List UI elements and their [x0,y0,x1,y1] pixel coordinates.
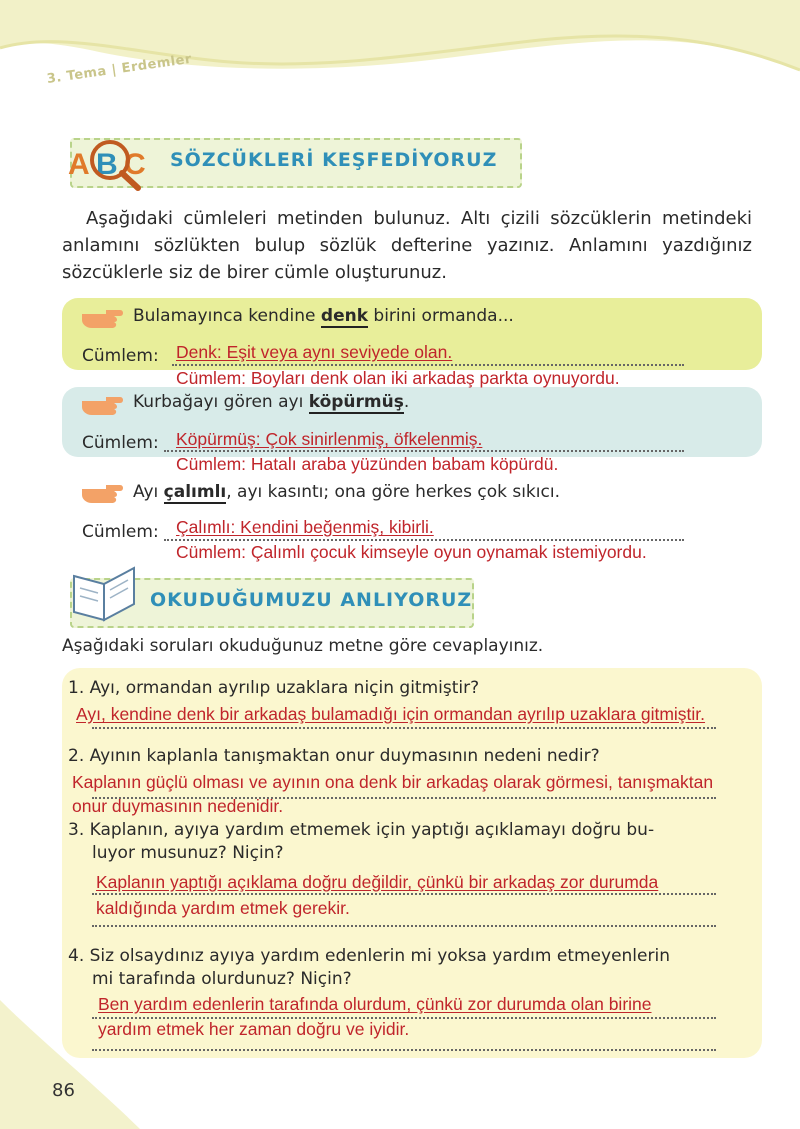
section-title-2: OKUDUĞUMUZU ANLIYORUZ [150,589,473,611]
question-3-line-1: 3. Kaplanın, ayıya yardım etmemek için yaptığı açıklamayı doğru bu- [68,820,655,840]
answer-3-line-b [92,925,716,927]
answer-2-line-2: onur duymasının nedenidir. [72,796,284,816]
svg-text:B: B [96,148,118,181]
answer-3-line-1: Kaplanın yaptığı açıklama doğru değildir, çünkü bir arkadaş zor durumda [96,872,659,892]
question-1: 1. Ayı, ormandan ayrılıp uzaklara niçin gitmiştir? [68,678,480,698]
item-1-sentence: Cümlem: Boyları denk olan iki arkadaş parkta oynuyordu. [176,368,620,388]
answer-1-line [92,727,716,729]
answer-4-line-1: Ben yardım edenlerin tarafında olurdum, çünkü zor durumda olan birine [98,994,652,1014]
answer-2-line-1: Kaplanın güçlü olması ve ayının ona denk bir arkadaş olarak görmesi, tanışmaktan [72,772,714,792]
item-3-cumlem-label: Cümlem: [82,522,159,542]
answer-1: Ayı, kendine denk bir arkadaş bulamadığı için ormandan ayrılıp uzaklara gitmiştir. [76,704,706,724]
answer-4-line-b [92,1049,716,1051]
pointing-hand-icon [80,306,126,332]
item-2-answer-line [164,450,684,452]
answer-3-line-a [92,893,716,895]
item-1-cumlem-label: Cümlem: [82,346,159,366]
open-book-icon [68,562,144,624]
intro-paragraph: Aşağıdaki cümleleri metinden bulunuz. Altı çizili sözcüklerin metindeki anlamını sözlükten bulup sözlük defterine yazınız. Anlamını yazdığınız sözcüklerle siz de birer cümle oluşturunuz. [62,208,752,283]
svg-text:A: A [68,148,90,181]
instructions: Aşağıdaki soruları okuduğunuz metne göre cevaplayınız. [62,636,544,656]
item-1-answer-line [172,364,684,366]
item-3-answer-line [164,539,684,541]
svg-text:C: C [124,148,146,181]
item-3-text: Ayı çalımlı, ayı kasıntı; ona göre herkes çok sıkıcı. [133,482,560,502]
item-3-sentence: Cümlem: Çalımlı çocuk kimseyle oyun oynamak istemiyordu. [176,542,647,562]
question-3-line-2: luyor musunuz? Niçin? [92,843,284,863]
item-2-cumlem-label: Cümlem: [82,433,159,453]
question-4-line-2: mi tarafında olurdunuz? Niçin? [92,969,352,989]
item-3-meaning: Çalımlı: Kendini beğenmiş, kibirli. [176,517,434,537]
item-2-sentence: Cümlem: Hatalı araba yüzünden babam köpürdü. [176,454,559,474]
pointing-hand-icon [80,393,126,419]
pointing-hand-icon [80,481,126,507]
answer-4-line-2: yardım etmek her zaman doğru ve iyidir. [98,1019,410,1039]
theme-label: 3. Tema | Erdemler [45,51,193,87]
question-4-line-1: 4. Siz olsaydınız ayıya yardım edenlerin mi yoksa yardım etmeyenlerin [68,946,670,966]
answer-3-line-2: kaldığında yardım etmek gerekir. [96,898,350,918]
corner-decoration [0,1000,140,1129]
item-2-text: Kurbağayı gören ayı köpürmüş. [133,392,410,412]
page-number: 86 [52,1080,75,1101]
item-1-text: Bulamayınca kendine denk birini ormanda... [133,306,514,326]
item-2-meaning: Köpürmüş: Çok sinirlenmiş, öfkelenmiş. [176,429,483,449]
top-wave-decoration [0,0,800,110]
item-1-meaning: Denk: Eşit veya aynı seviyede olan. [176,342,453,362]
abc-magnifier-icon [62,130,162,192]
question-2: 2. Ayının kaplanla tanışmaktan onur duymasının nedeni nedir? [68,746,600,766]
section-title-1: SÖZCÜKLERİ KEŞFEDİYORUZ [170,149,498,171]
